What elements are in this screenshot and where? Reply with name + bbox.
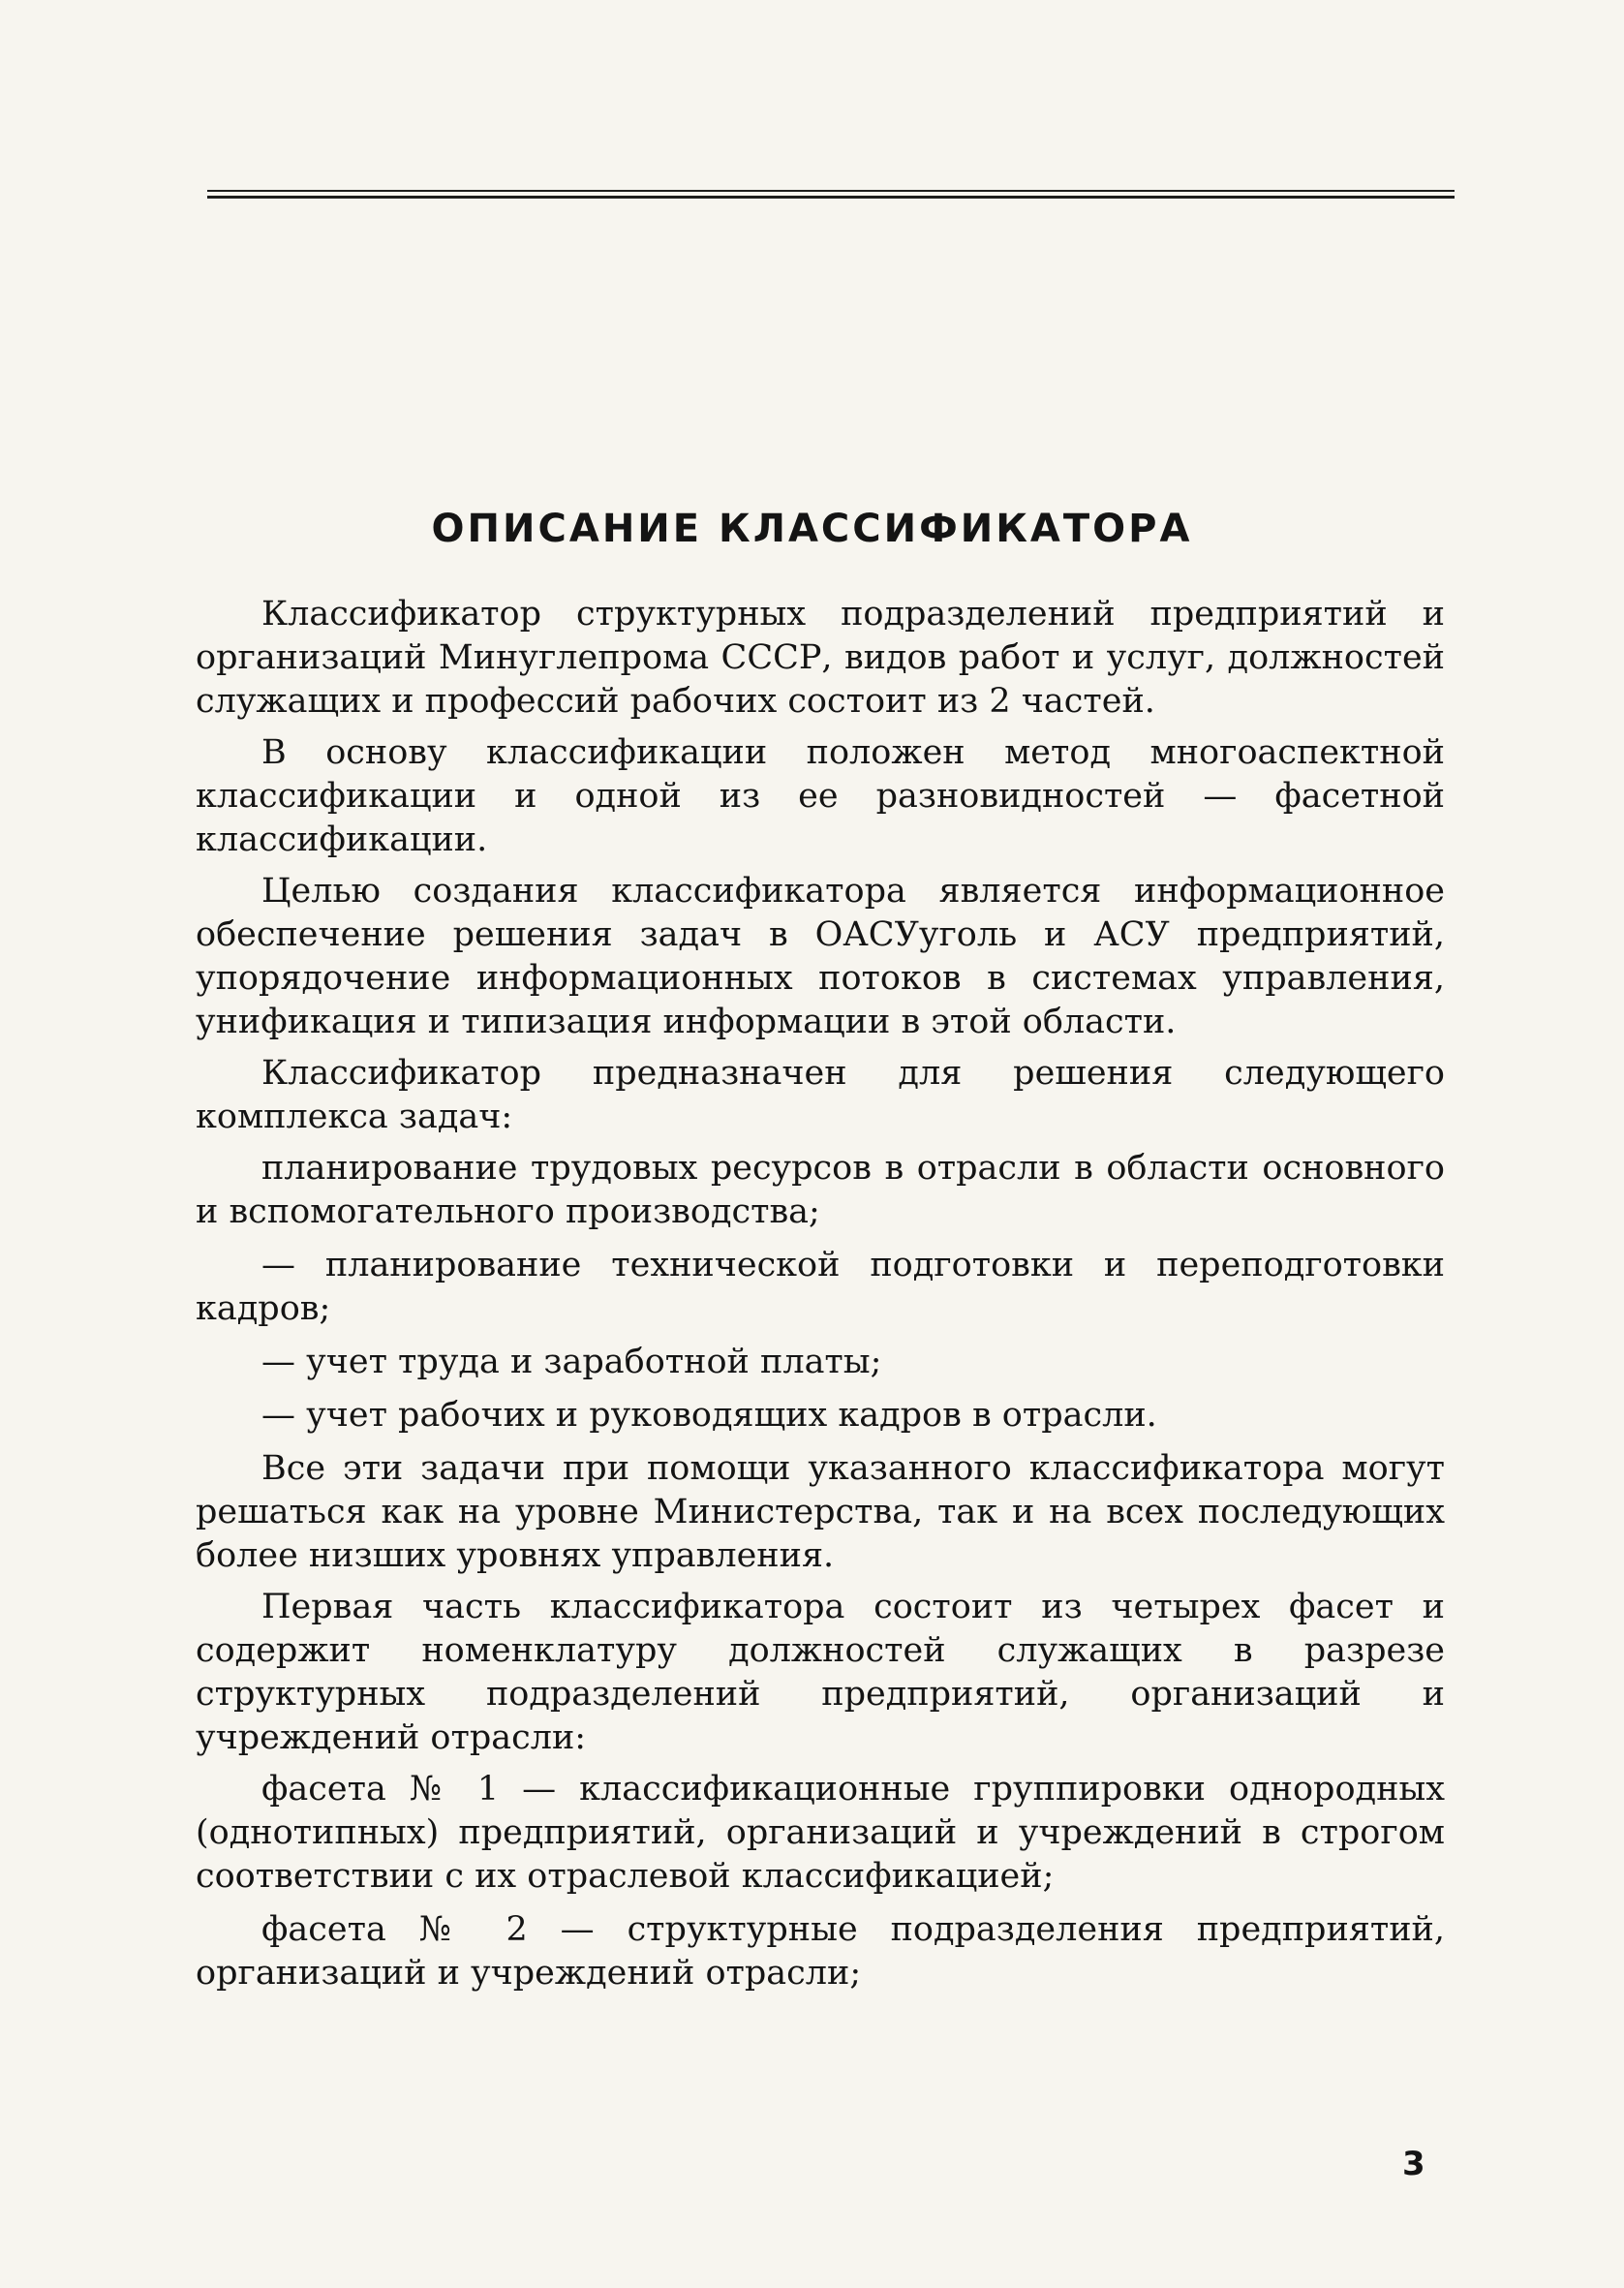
paragraph: Целью создания классификатора является информационное обеспечение решения задач в ОАСУуголь и АСУ предприятий, упорядочение информационных потоков в системах управления, унификация и типизация информации в этой области.	[196, 872, 1445, 1041]
paragraph: Первая часть классификатора состоит из четырех фасет и содержит номенклатуру должностей служащих в разрезе структурных подразделений предприятий, организаций и учреждений отрасли:	[196, 1588, 1445, 1757]
page-number: 3	[1402, 2145, 1425, 2183]
paragraph: Классификатор предназначен для решения следующего комплекса задач:	[196, 1054, 1445, 1136]
list-item: — учет рабочих и руководящих кадров в отрасли.	[261, 1396, 1157, 1435]
body-text	[196, 593, 1445, 2005]
list-item: — учет труда и заработной платы;	[261, 1343, 882, 1381]
paragraph: В основу классификации положен метод многоаспектной классификации и одной из ее разновидностей — фасетной классификации.	[196, 733, 1445, 859]
paragraph: Все эти задачи при помощи указанного классификатора могут решаться как на уровне Министерства, так и на всех последующих более низших уровнях управления.	[196, 1449, 1445, 1575]
list-item: — планирование технической подготовки и переподготовки кадров;	[196, 1246, 1445, 1328]
page-title: ОПИСАНИЕ КЛАССИФИКАТОРА	[431, 507, 1193, 551]
facet-item: фасета № 1 — классификационные группировки однородных (однотипных) предприятий, организаций и учреждений в строгом соответствии с их отраслевой классификацией;	[196, 1770, 1445, 1896]
header-double-rule	[207, 190, 1455, 199]
facet-item: фасета № 2 — структурные подразделения предприятий, организаций и учреждений отрасли;	[196, 1910, 1445, 1993]
list-item: планирование трудовых ресурсов в отрасли в области основного и вспомогательного производства;	[196, 1149, 1445, 1231]
paragraph: Классификатор структурных подразделений предприятий и организаций Минуглепрома СССР, видов работ и услуг, должностей служащих и профессий рабочих состоит из 2 частей.	[196, 595, 1445, 721]
